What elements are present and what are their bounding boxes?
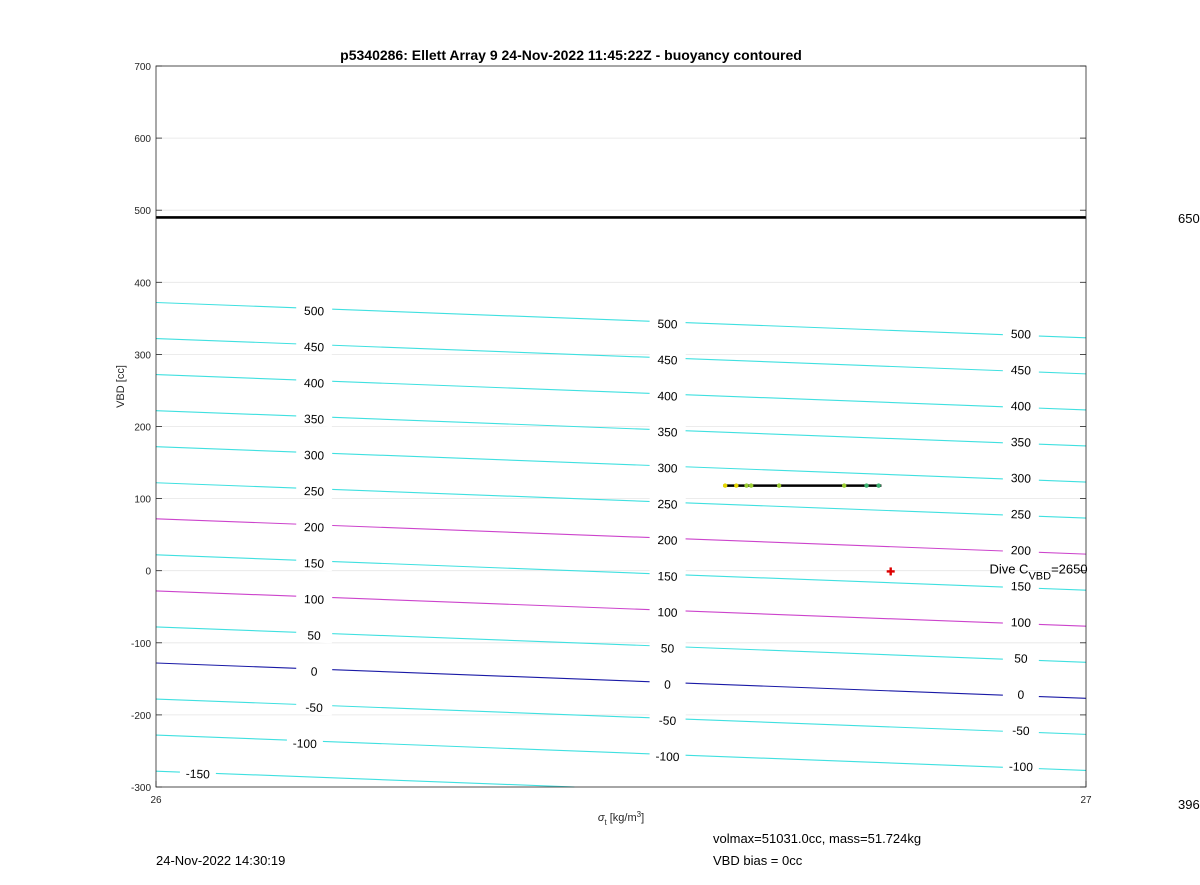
contour-label-200: 200: [657, 533, 678, 548]
contour-label-100: 100: [303, 592, 325, 607]
contour-label-150: 150: [1010, 579, 1032, 594]
y-tick-label: 300: [134, 350, 151, 362]
mark-layer: [156, 217, 1086, 575]
contour-line-450: [156, 339, 1086, 374]
footer-timestamp: 24-Nov-2022 14:30:19: [156, 853, 286, 868]
y-tick-label: -300: [130, 783, 151, 794]
dive-point: [723, 483, 727, 487]
contour-label--150: -150: [185, 766, 211, 782]
footer-volmax: volmax=51031.0cc, mass=51.724kg: [713, 831, 922, 846]
contour-label-450: 450: [657, 352, 678, 368]
contour-line-50: [156, 627, 1086, 662]
x-axis-label-units: [kg/m: [609, 812, 637, 824]
contour-label-300: 300: [657, 460, 678, 476]
contour-label-400: 400: [1010, 398, 1032, 414]
y-tick-label: 0: [145, 566, 151, 578]
dive-point: [842, 483, 846, 487]
contour-label--100: -100: [1008, 759, 1034, 775]
contour-line-300: [156, 447, 1086, 482]
right-bottom-value: 396: [1178, 797, 1200, 812]
y-tick-label: 700: [134, 62, 151, 73]
right-top-value: 650: [1178, 211, 1200, 226]
contour-label-150: 150: [657, 569, 678, 584]
contour-line-0: [156, 663, 1086, 698]
x-tick-label: 27: [1080, 795, 1092, 806]
contour-label--50: -50: [658, 713, 677, 728]
contour-label-500: 500: [657, 316, 678, 332]
contour-line-350: [156, 411, 1086, 446]
y-axis-label: VBD [cc]: [115, 365, 127, 408]
contour-line--150: [156, 771, 575, 787]
x-axis-label-superscript: 3: [636, 810, 642, 819]
contour-label--50: -50: [1011, 723, 1030, 739]
chart-title: p5340286: Ellett Array 9 24-Nov-2022 11:45:22Z - buoyancy contoured: [340, 47, 802, 63]
x-axis-label-subscript: t: [604, 818, 607, 827]
contour-label-500: 500: [303, 303, 325, 319]
contour-label-50: 50: [307, 628, 322, 643]
contour-label-250: 250: [657, 496, 678, 512]
y-tick-label: 600: [134, 134, 151, 146]
footer-vbd-bias: VBD bias = 0cc: [713, 853, 803, 868]
contour-label-250: 250: [303, 484, 325, 499]
x-axis-label-symbol: σ: [597, 812, 605, 824]
contour-label-300: 300: [303, 447, 325, 463]
contour-label-450: 450: [303, 339, 325, 355]
dive-point: [744, 483, 748, 487]
y-tick-label: 200: [134, 422, 151, 434]
contour-label-350: 350: [657, 424, 678, 440]
y-tick-label: -200: [130, 710, 151, 722]
grid-layer: [156, 66, 1086, 787]
contour-label-300: 300: [1010, 471, 1032, 486]
tick-layer: [131, 62, 1092, 806]
contour-label-200: 200: [1010, 543, 1032, 558]
contour-line-150: [156, 555, 1086, 590]
contour-label-500: 500: [1010, 326, 1032, 342]
contour-label-100: 100: [657, 605, 678, 620]
x-tick-label: 26: [150, 795, 162, 806]
dive-point: [876, 483, 880, 487]
contour-label-250: 250: [1010, 507, 1032, 522]
dive-cvbd-label-value: =2650: [1051, 561, 1088, 577]
contour-label--100: -100: [292, 736, 318, 752]
contour-label-400: 400: [657, 388, 678, 404]
contour-label-450: 450: [1010, 362, 1032, 378]
contour-label-350: 350: [1010, 434, 1032, 450]
contour-label-50: 50: [660, 641, 675, 656]
dive-point: [734, 483, 738, 487]
contour-label--100: -100: [655, 749, 680, 765]
contour-label-50: 50: [1013, 651, 1028, 666]
contour-line--50: [156, 699, 1086, 734]
contour-label-0: 0: [310, 664, 318, 679]
contour-line-250: [156, 483, 1086, 518]
contour-label-100: 100: [1010, 615, 1032, 630]
contour-label--50: -50: [305, 700, 324, 716]
x-axis-label: [598, 810, 644, 827]
dive-point: [777, 483, 781, 487]
contour-label-400: 400: [303, 375, 325, 391]
contour-layer: [156, 302, 1086, 787]
contour-label-350: 350: [303, 411, 325, 427]
contour-line-500: [156, 302, 1086, 337]
contour-label-200: 200: [303, 520, 325, 535]
contour-line-200: [156, 519, 1086, 554]
y-tick-label: -100: [130, 638, 151, 650]
contour-label-0: 0: [663, 677, 672, 692]
contour-label-0: 0: [1017, 687, 1025, 702]
contour-label-150: 150: [303, 556, 325, 571]
dive-cvbd-label-sub: VBD: [1028, 570, 1052, 583]
x-axis-label-close: ]: [641, 812, 645, 824]
y-tick-label: 400: [134, 278, 151, 290]
y-tick-label: 500: [134, 206, 151, 218]
contour-line-100: [156, 591, 1086, 626]
dive-point: [749, 483, 753, 487]
dive-point: [864, 483, 868, 487]
y-tick-label: 100: [134, 494, 151, 506]
contour-line-400: [156, 375, 1086, 410]
dive-cvbd-label-main: Dive C: [989, 561, 1029, 577]
